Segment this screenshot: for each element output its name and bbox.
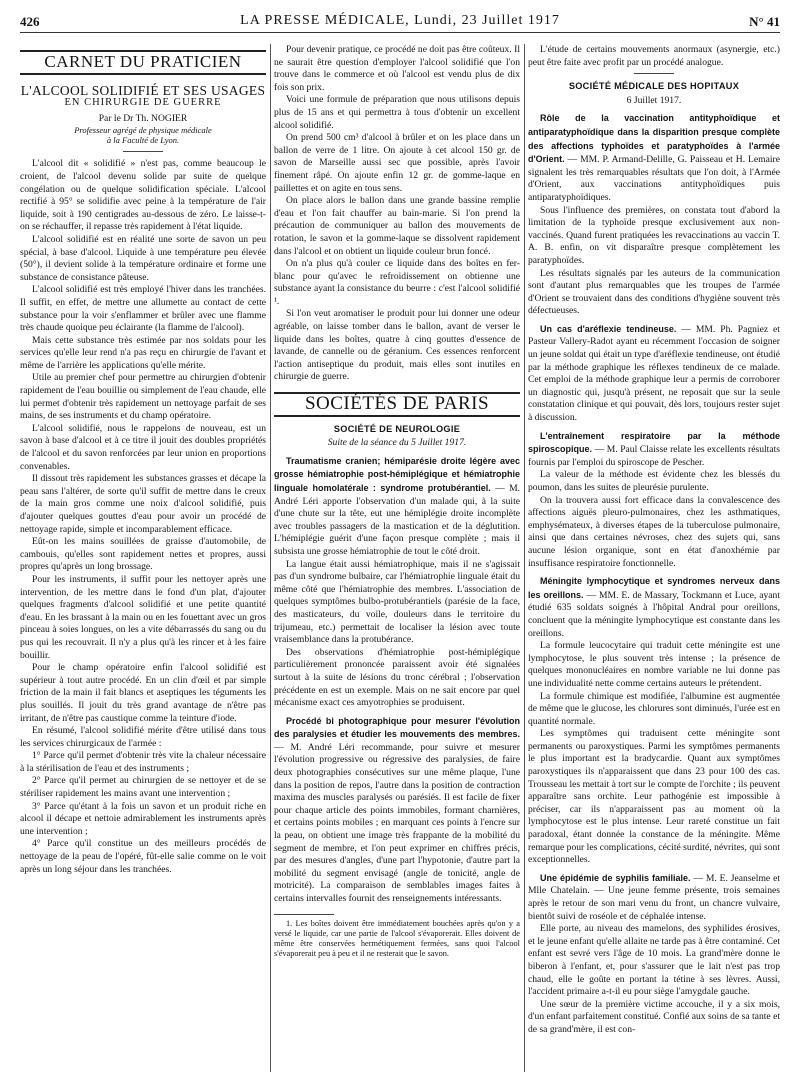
section-heading: Une épidémie de syphilis familiale. — [540, 872, 691, 883]
column-rule — [270, 44, 271, 1072]
column-1 — [20, 44, 266, 876]
section-body: — M. André Léri apporte l'observation d'un malade qui, à la suite d'une chute sur la tête, eut une hémiplégie droite incomplète avec troubles passagers de la mastication et de la déglutition. L'hémiplégie guérit d'une façon presque complète ; mais il subsista une grosse hémiatrophie de tout le côté droit. — [274, 483, 520, 557]
section-entry — [274, 455, 520, 559]
section-heading: Un cas d'aréflexie tendineuse. — [540, 323, 677, 334]
affiliation-line: Professeur agrégé de physique médicale — [74, 125, 212, 136]
footnote: 1. Les boîtes doivent être immédiatement bouchées après qu'on y a versé le liquide, car une partie de l'alcool s'évaporerait. Elles doivent de même être conservées hermétiquement fermées, sans quoi l'alcool s'évaporerait peu à peu et il ne resterait que le savon. — [274, 918, 520, 958]
paragraph: On n'a plus qu'à couler ce liquide dans des boîtes en fer-blanc pour qu'avec le refroidissement on obtienne une substance ayant la consistance du beurre : c'est l'alcool solidifié ¹. — [274, 258, 520, 307]
paragraph: Voici une formule de préparation que nous utilisons depuis plus de 15 ans et qui permettra à tous d'obtenir un excellent alcool solidifié. — [274, 94, 520, 131]
rubric-title: CARNET DU PRATICIEN — [20, 50, 266, 75]
paragraph: Utile au premier chef pour permettre au chirurgien d'obtenir rapidement de l'eau bouillie ou simplement de l'eau chaude, elle lui permet d'obtenir très rapidement un nettoyage parfait de ses mains, de ses instruments et du champ opératoire. — [20, 372, 266, 422]
paragraph: Une sœur de la première victime accouche, il y a six mois, d'un enfant parfaitement constitué. Confié aux soins de sa tante et de sa grand'mère, il est con- — [528, 998, 780, 1035]
section-heading: Méningite lymphocytique et syndromes nerveux dans les oreillons. — [528, 576, 780, 600]
paragraph: En résumé, l'alcool solidifié mérite d'être utilisé dans tous les services chirurgicaux de l'armée : — [20, 725, 266, 749]
paragraph: Pour devenir pratique, ce procédé ne doit pas être coûteux. Il ne saurait être question d'employer l'alcool solidifié que l'on trouve dans le commerce et où l'alcool est vendu plus de dix fois son prix. — [274, 44, 520, 93]
section-banner: SOCIÉTÉS DE PARIS — [274, 392, 520, 417]
section-body: — M. E. Jeanselme et Mlle Chatelain. — Une jeune femme présente, trois semaines après le retour de son mari venu du front, un chancre vulvaire, bientôt suivi de roséole et de céphalée intense. — [528, 872, 780, 922]
section-body: — MM. Ph. Pagniez et Pasteur Vallery-Radot ayant eu récemment l'occasion de soigner un jeune soldat qui était un type d'aréflexie tendineuse, ont étudié par la méthode graphique les réflexes tendineux de ce malade. Cet emploi de la méthode graphique leur a permis de corroborer un diagnostic qui, jusqu'à présent, ne reposait que sur la seule constatation clinique et qui pouvait, dès lors, toujours rester sujet à discussion. — [528, 323, 780, 424]
affiliation-line: à la Faculté de Lyon. — [106, 135, 180, 146]
society-heading: SOCIÉTÉ DE NEUROLOGIE — [333, 423, 461, 434]
paragraph: La formule leucocytaire qui traduit cette méningite est une lymphocytose, le plus souvent très intense ; la présence de quelques mononucléaires en nombre variable ne lui donne pas une individualité nette comme certains auteurs le prétendent. — [528, 640, 780, 689]
paragraph: L'alcool dit « solidifié » n'est pas, comme beaucoup le croient, de l'alcool devenu solide par suite de quelque congélation ou de quelque solidification spéciale. L'alcool rectifié à 95° se solidifie avec peine à la température de l'air liquide, soit à 190 centigrades au-dessous de zéro. Le laisse-t-on se réchauffer, il repasse très rapidement à l'état liquide. — [20, 158, 266, 233]
paragraph: Sous l'influence des premières, on constata tout d'abord la limitation de la typhoïde presque exclusivement aux non-vaccinés. Quand furent pratiquées les revaccinations au vaccin T. A. B. enfin, on vit disparaître presque complètement les paratyphoïdes. — [528, 204, 780, 266]
column-3 — [528, 44, 780, 1037]
paragraph: Pour le champ opératoire enfin l'alcool solidifié est supérieur à tout autre procédé. En un clin d'œil et par simple friction de la main il fait blancs et aseptiques les téguments les plus souillés. Il jouit du très grand avantage de n'être pas irritant, de n'être pas caustique comme la teinture d'iode. — [20, 662, 266, 724]
page-header — [20, 12, 780, 33]
paragraph: La langue était aussi hémiatrophique, mais il ne s'agissait pas d'un syndrome bulbaire, car l'hémiatrophie linguale était du même côté que l'hémiatrophie des membres. L'association de quelques symptômes bulbo-protubérantiels (parésie de la face, des masticateurs, du voile, douleurs dans le territoire du trijumeau, etc.) permettait de localiser la lésion avec toute vraisemblance dans la protubérance. — [274, 558, 520, 646]
section-entry — [528, 872, 780, 923]
section-entry — [528, 430, 780, 470]
paragraph: L'alcool solidifié est en réalité une sorte de savon un peu spécial, à base d'alcool. Liquide à une température peu élevée (50°), il devient solide à la température ordinaire et forme une substance de consistance pâteuse. — [20, 233, 266, 283]
paragraph: 1° Parce qu'il permet d'obtenir très vite la chaleur nécessaire à la stérilisation de l'eau et des instruments ; — [20, 750, 266, 774]
paragraph: 3° Parce qu'étant à la fois un savon et un produit riche en alcool il décape et nettoie admirablement les instruments après une intervention ; — [20, 800, 266, 837]
society-heading: SOCIÉTÉ MÉDICALE DES HOPITAUX — [568, 81, 740, 92]
article-subtitle: EN CHIRURGIE DE GUERRE — [64, 97, 222, 109]
section-heading: L'entraînement respiratoire par la méthode spiroscopique. — [528, 430, 780, 455]
paragraph: On la trouvera aussi fort efficace dans la convalescence des affections aiguës pleuro-pulmonaires, chez les asthmatiques, emphysémateux, à diverses étapes de la tuberculose pulmonaire, ainsi que dans certaines névroses, chez des sujets qui, sans aucune lésion organique, sont en état d'anoxhémie par insuffisance respiratoire fonctionnelle. — [528, 494, 780, 569]
paragraph: 4° Parce qu'il constitue un des meilleurs procédés de nettoyage de la peau de l'opéré, fût-elle salie comme on le voit après un long séjour dans les tranchées. — [20, 838, 266, 875]
paragraph: Les symptômes qui traduisent cette méningite sont permanents ou paroxystiques. Parmi les symptômes permanents le plus important est la bradycardie. Quant aux symptômes paroxystiques ils n'apparaissent que dans 23 pour 100 des cas. Trousseau les mettait à tort sur le compte de l'orchite ; ils peuvent apparaître sans orchite. Leur pathogénie est impossible à préciser, car ils n'apparaissent pas au moment où la lymphocytose est le plus intense. Leur rareté constitue un fait paradoxal, étant donnée la constance de la méningite. Même remarque pour les complications, cécité surdité, névrites, qui sont exceptionnelles. — [528, 728, 780, 866]
section-body: — MM. P. Armand-Delille, G. Paisseau et H. Lemaire signalent les très remarquables résultats que l'on doit, à l'Armée d'Orient, aux vaccinations antityphoïdiques puis antiparatyphoïdiques. — [528, 154, 780, 203]
article-title: L'ALCOOL SOLIDIFIÉ ET SES USAGES — [20, 82, 266, 98]
paragraph: La formule chimique est modifiée, l'albumine est augmentée de même que le glucose, les chlorures sont diminués, l'urée est en quantité normale. — [528, 690, 780, 727]
paragraph: L'alcool solidifié est très employé l'hiver dans les tranchées. Il suffit, en effet, de mettre une allumette au contact de cette substance pour la voir s'enflammer et brûler avec une flamme très chaude quoique peu éclairante (la flamme de l'alcool). — [20, 284, 266, 334]
paragraph: On place alors le ballon dans une grande bassine remplie d'eau et l'on fait chauffer au bain-marie. Si l'on prend la précaution de communiquer au ballon des mouvements de rotation, le savon et la gomme-laque se dissolvent rapidement dans l'alcool et on obtient un liquide couleur brun foncé. — [274, 195, 520, 257]
section-entry — [528, 575, 780, 640]
section-body: — MM. E. de Massary, Tockmann et Luce, ayant étudié 635 soldats soignés à l'hôpital Andral pour oreillons, concluent que la méningite lymphocytique est constante dans les oreillons. — [528, 589, 780, 639]
paragraph: L'alcool solidifié, nous le rappelons de nouveau, est un savon à base d'alcool et à ce titre il jouit des doubles propriétés de l'alcool et du savon renforcées par leur union en proportions convenables. — [20, 422, 266, 472]
section-body: — M. André Léri recommande, pour suivre et mesurer l'évolution progressive ou régressive des paralysies, de faire deux photographies consécutives sur une même plaque, l'une dans la position de repos, l'autre dans la position de contraction maxima des muscles paralysés ou parésiés. Il est facile de fixer pour chaque article des points immobiles, formant charnières, et certains points mobiles ; en marquant ces points à l'encre sur la peau, on obtient une image très frappante de la mobilité du segment de membre, et l'on peut exprimer en chiffres précis, par des mesures d'angles, d'une part l'hypotonie, d'autre part la mobilité du segment envisagé (angle de tonicité, angle de motricité). La comparaison de semblables images faites à certains intervalles fournit des renseignements intéressants. — [274, 741, 520, 904]
paragraph: 2° Parce qu'il permet au chirurgien de se nettoyer et de se stériliser rapidement les mains avant une intervention ; — [20, 775, 266, 800]
paragraph: Il dissout très rapidement les substances grasses et décape la peau sans l'altérer, de sorte qu'il suffit de mettre dans le creux de la main gros comme une noix d'alcool solidifié, puis d'ajouter quelques gouttes d'eau pour avoir un procédé de nettoyage rapide, simple et incomparablement efficace. — [20, 473, 266, 535]
session-date: 6 Juillet 1917. — [626, 94, 682, 106]
article-author: Par le Dr Th. NOGIER — [98, 112, 188, 124]
paragraph: L'étude de certains mouvements anormaux (asynergie, etc.) peut être faite avec profit par un procédé analogue. — [528, 44, 780, 68]
session-date: Suite de la séance du 5 Juillet 1917. — [327, 437, 467, 449]
footnote-rule — [274, 914, 334, 915]
paragraph: On prend 500 cm³ d'alcool à brûler et on les place dans un ballon de verre de 1 litre. On ajoute à cet alcool 150 gr. de savon de Marseille aussi sec que possible, après l'avoir finement râpé. On ajoute enfin 12 gr. de gomme-laque en paillettes et on agite en tous sens. — [274, 132, 520, 194]
section-body: — M. Paul Claisse relate les excellents résultats fournis par l'emploi du spiroscope de Pescher. — [528, 444, 780, 468]
paragraph: Des observations d'hémiatrophie post-hémiplégique particulièrement prononcée paraissent avoir été signalées surtout à la suite de lésions du tronc cérébral ; l'observation précédente en est un exemple. Mais on ne sait encore par quel mécanisme exact ces amyotrophies se produisent. — [274, 646, 520, 709]
divider — [634, 73, 674, 74]
page-number: 426 — [20, 14, 40, 29]
issue-number: N° 41 — [749, 14, 780, 29]
section-entry — [528, 323, 780, 425]
paragraph: Mais cette substance très estimée par nos soldats pour les services qu'elle leur rend n'a pas reçu en chirurgie de l'avant et même de l'arrière les applications qu'elle mérite. — [20, 334, 266, 371]
section-heading: Traumatisme cranien; hémiparésie droite légère avec grosse hémiatrophie post-hémiplégique et hémiatrophie linguale homolatérale : syndrome protubérantiel. — [274, 455, 520, 493]
paragraph: Pour les instruments, il suffit pour les nettoyer après une intervention, de les mettre dans le fond d'un plat, d'ajouter quelques fragments d'alcool solidifié et une petite quantité d'eau. En les brassant à la main ou en les fouettant avec un gros pinceau à soies longues, on les a vite débarrassés du sang ou du pus qui les recouvrait. Il n'y a plus qu'à les rincer et à les faire bouillir. — [20, 573, 266, 661]
column-rule — [524, 44, 525, 1072]
paragraph: Si l'on veut aromatiser le produit pour lui donner une odeur agréable, on laisse tomber dans le ballon, avant de verser le liquide dans les boîtes, quatre à cinq gouttes d'essence de lavande, de cannelle ou de géranium. Ces essences renforcent l'action antiseptique du produit, mais elles sont inutiles en chirurgie de guerre. — [274, 308, 520, 383]
paragraph: Eût-on les mains souillées de graisse d'automobile, de cambouis, qu'elles sont rapidement nettes et propres, aussi propres qu'après un long brossage. — [20, 536, 266, 573]
paragraph: La valeur de la méthode est évidente chez les blessés du poumon, dans les suites de pleurésie purulente. — [528, 469, 780, 493]
section-heading: Rôle de la vaccination antityphoïdique et antiparatyphoïdique dans la disparition presque complète des affections typhoïdes et paratyphoïdes à l'armée d'Orient. — [528, 113, 780, 165]
section-heading: Procédé bi photographique pour mesurer l'évolution des paralysies et étudier les mouvements des membres. — [274, 715, 520, 740]
column-2 — [274, 44, 520, 959]
paragraph: Les résultats signalés par les auteurs de la communication sont d'autant plus remarquables que les troupes de l'armée d'Orient se trouvaient dans des conditions d'hygiène souvent très défectueuses. — [528, 267, 780, 317]
journal-title: LA PRESSE MÉDICALE, Lundi, 23 Juillet 1917 — [240, 13, 560, 28]
paragraph: Elle porte, au niveau des mamelons, des syphilides érosives, et le jeune enfant qu'elle allaite ne tarde pas à être contaminé. Cet enfant est sevré vers l'âge de 10 mois. La grand'mère donne le biberon à l'enfant, et, pour s'assurer que le lait n'est pas trop chaud, elle le goûte en portant la tétine à ses lèvres. Aussi, l'accident primaire a-t-il eu pour siège l'amygdale gauche. — [528, 923, 780, 998]
author-affiliation — [20, 125, 266, 145]
section-entry — [528, 112, 780, 204]
section-entry — [274, 715, 520, 906]
divider — [123, 151, 163, 152]
